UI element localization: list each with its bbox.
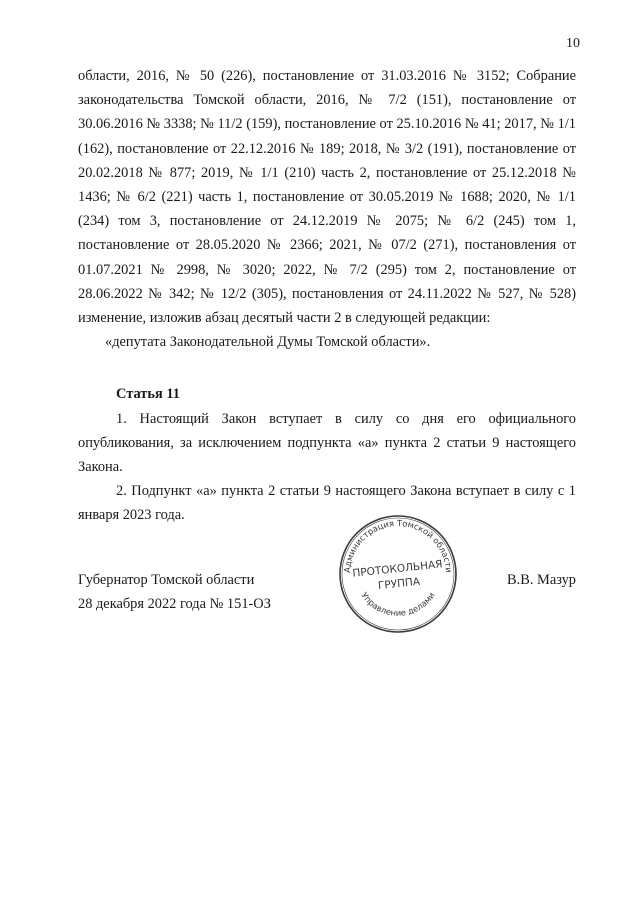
signature-block: [78, 568, 271, 616]
stamp-center-line-2: ГРУППА: [377, 575, 421, 593]
official-stamp: [336, 512, 460, 636]
law-date-number: 28 декабря 2022 года № 151-ОЗ: [78, 596, 271, 613]
article-item-2: 2. Подпункт «а» пункта 2 статьи 9 настоящего Закона вступает в силу с 1 января 2023 года.: [78, 483, 576, 524]
amendment-quote: «депутата Законодательной Думы Томской области».: [105, 334, 431, 351]
article-item-1: 1. Настоящий Закон вступает в силу со дня его официального опубликования, за исключением подпункта «а» пункта 2 статьи 9 настоящего Закона.: [78, 410, 576, 476]
signatory-name: В.В. Мазур: [507, 572, 576, 588]
continuation-paragraph: области, 2016, № 50 (226), постановление от 31.03.2016 № 3152; Собрание законодательства Томской области, 2016, № 7/2 (151), постановление от 30.06.2016 № 3338; № 11/2 (159), постановление от 25.10.2016 № 41; 2017, № 1/1 (162), постановление от 22.12.2016 № 189; 2018, № 3/2 (191), постановление от 20.02.2018 № 877; 2019, № 1/1 (210) часть 2, постановление от 25.12.2018 № 1436; № 6/2 (221) часть 1, постановление от 30.05.2019 № 1688; 2020, № 1/1 (234) том 3, постановление от 24.12.2019 № 2075; № 6/2 (245) том 1, постановление от 28.05.2020 № 2366; 2021, № 07/2 (271), постановления от 01.07.2021 № 2998, № 3020; 2022, № 7/2 (295) том 2, постановление от 28.06.2022 № 342; № 12/2 (305), постановления от 24.11.2022 № 527, № 528) изменение, изложив абзац десятый части 2 в следующей редакции:: [78, 68, 576, 327]
document-body: [78, 64, 576, 528]
stamp-center-line-1: ПРОТОКОЛЬНАЯ: [351, 558, 444, 580]
stamp-bottom-text: Управление делами: [359, 590, 437, 618]
article-heading: Статья 11: [116, 386, 180, 403]
signatory-position: Губернатор Томской области: [78, 572, 255, 588]
page-number: 10: [566, 36, 580, 51]
stamp-outer-text: Администрация Томской области: [341, 517, 455, 574]
